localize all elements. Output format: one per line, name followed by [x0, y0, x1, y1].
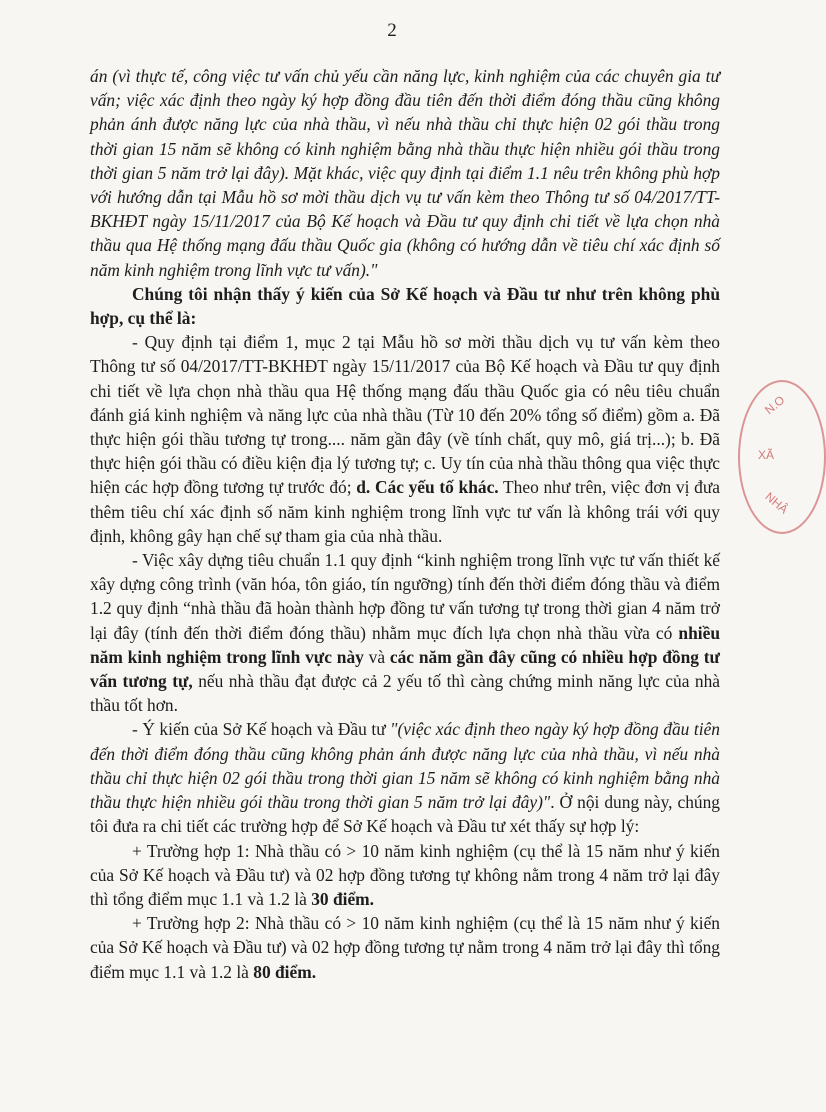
- case-1-paragraph: + Trường hợp 1: Nhà thầu có > 10 năm kinh nghiệm (cụ thể là 15 năm như ý kiến của Sở Kế hoạch và Đầu tư) và 02 hợp đồng tương tự không nằm trong 4 năm trở lại đây thì tổng điểm mục 1.1 và 1.2 là 30 điểm.: [90, 840, 720, 909]
- point-2-paragraph: - Việc xây dựng tiêu chuẩn 1.1 quy định “kinh nghiệm trong lĩnh vực tư vấn thiết kế xây dựng công trình (văn hóa, tôn giáo, tín ngưỡng) tính đến thời điểm đóng thầu và điểm 1.2 quy định “nhà thầu đã hoàn thành hợp đồng tư vấn tương tự trong thời gian 4 năm trở lại đây (tính đến thời điểm đóng thầu) nhằm mục đích lựa chọn nhà thầu vừa có nhiều năm kinh nghiệm trong lĩnh vực này và các năm gần đây cũng có nhiều hợp đồng tư vấn tương tự, nếu nhà thầu đạt được cả 2 yếu tố thì càng chứng minh năng lực của nhà thầu tốt hơn.: [90, 550, 720, 716]
- red-seal-stamp: N.O XÃ NHÂ: [738, 380, 826, 534]
- page-number: 2: [387, 20, 397, 41]
- case-2-paragraph: + Trường hợp 2: Nhà thầu có > 10 năm kinh nghiệm (cụ thể là 15 năm như ý kiến của Sở Kế hoạch và Đầu tư) và 02 hợp đồng tương tự nằm trong 4 năm trở lại đây thì tổng điểm mục 1.1 và 1.2 là 80 điểm.: [90, 913, 720, 982]
- response-heading: Chúng tôi nhận thấy ý kiến của Sở Kế hoạch và Đầu tư như trên không phù hợp, cụ thể là:: [90, 283, 720, 329]
- document-body: [90, 64, 720, 984]
- point-3-paragraph: - Ý kiến của Sở Kế hoạch và Đầu tư "(việc xác định theo ngày ký hợp đồng đầu tiên đến thời điểm đóng thầu cũng không phản ánh được năng lực của nhà thầu, vì nếu nhà thầu chỉ thực hiện 02 gói thầu trong thời gian 15 năm sẽ không có kinh nghiệm bằng nhà thầu thực hiện nhiều gói thầu trong thời gian 5 năm trở lại đây)". Ở nội dung này, chúng tôi đưa ra chi tiết các trường hợp để Sở Kế hoạch và Đầu tư xét thấy sự hợp lý:: [90, 719, 720, 837]
- point-1-paragraph: - Quy định tại điểm 1, mục 2 tại Mẫu hồ sơ mời thầu dịch vụ tư vấn kèm theo Thông tư số 04/2017/TT-BKHĐT ngày 15/11/2017 của Bộ Kế hoạch và Đầu tư quy định chi tiết về lựa chọn nhà thầu qua Hệ thống mạng đấu thầu Quốc gia có nêu tiêu chuẩn đánh giá kinh nghiệm và năng lực của nhà thầu (Từ 10 đến 20% tổng số điểm) gồm a. Đã thực hiện gói thầu tương tự trong.... năm gần đây (về tính chất, quy mô, giá trị...); b. Đã thực hiện gói thầu có điều kiện địa lý tương tự; c. Uy tín của nhà thầu thông qua việc thực hiện các hợp đồng tương tự trước đó; d. Các yếu tố khác. Theo như trên, việc đơn vị đưa thêm tiêu chí xác định số năm kinh nghiệm trong lĩnh vực tư vấn là không trái với quy định, không gây hạn chế sự tham gia của nhà thầu.: [90, 332, 720, 546]
- quoted-opinion-paragraph: án (vì thực tế, công việc tư vấn chủ yếu cần năng lực, kinh nghiệm của các chuyên gia tư vấn; việc xác định theo ngày ký hợp đồng đầu tiên đến thời điểm đóng thầu cũng không phản ánh được năng lực của nhà thầu, vì nếu nhà thầu chỉ thực hiện 02 gói thầu trong thời gian 15 năm sẽ không có kinh nghiệm bằng nhà thầu thực hiện nhiều gói thầu trong thời gian 5 năm trở lại đây). Mặt khác, việc quy định tại điểm 1.1 nêu trên không phù hợp với hướng dẫn tại Mẫu hồ sơ mời thầu dịch vụ tư vấn kèm theo Thông tư số 04/2017/TT-BKHĐT ngày 15/11/2017 của Bộ Kế hoạch và Đầu tư quy định chi tiết về lựa chọn nhà thầu qua Hệ thống mạng đấu thầu Quốc gia (không có hướng dẫn về tiêu chí xác định số năm kinh nghiệm trong lĩnh vực tư vấn).": [90, 66, 720, 280]
